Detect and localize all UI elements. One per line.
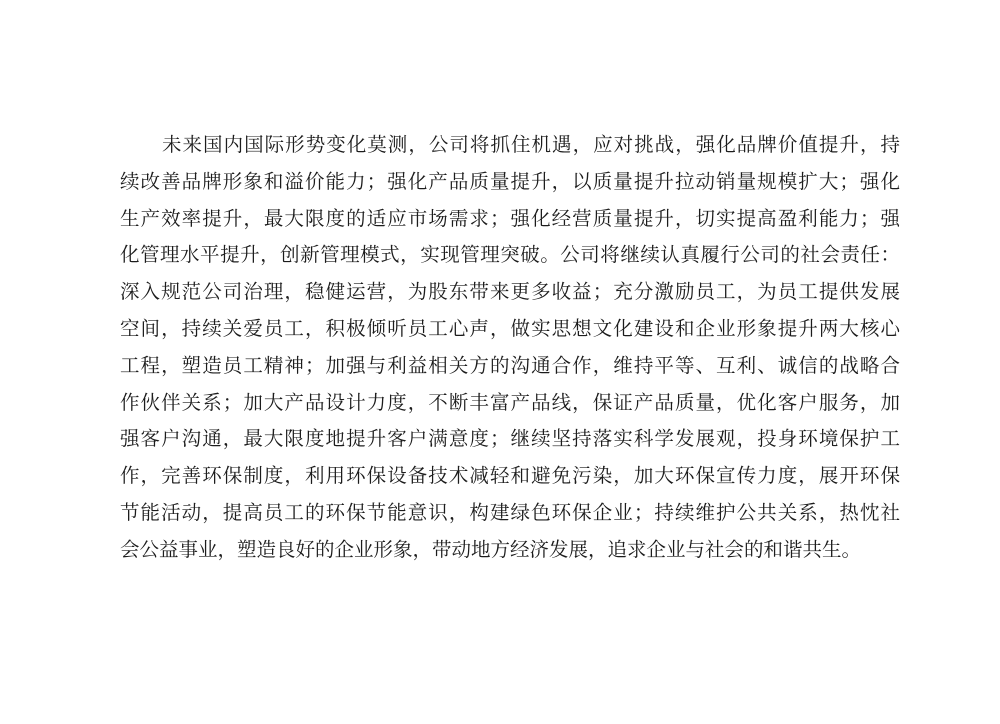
paragraph-line: 作，完善环保制度，利用环保设备技术减轻和避免污染，加大环保宣传力度，展开环保	[120, 464, 900, 488]
paragraph-line: 强客户沟通，最大限度地提升客户满意度；继续坚持落实科学发展观，投身环境保护工	[120, 427, 900, 451]
paragraph-line: 未来国内国际形势变化莫测，公司将抓住机遇，应对挑战，强化品牌价值提升，持	[162, 133, 900, 156]
paragraph-line: 会公益事业，塑造良好的企业形象，带动地方经济发展，追求企业与社会的和谐共生。	[120, 537, 862, 561]
paragraph-line: 工程，塑造员工精神；加强与利益相关方的沟通合作，维持平等、互利、诚信的战略合	[120, 353, 900, 377]
paragraph-line: 深入规范公司治理，稳健运营，为股东带来更多收益；充分激励员工，为员工提供发展	[120, 280, 900, 304]
body-paragraph	[120, 127, 900, 569]
paragraph-line: 续改善品牌形象和溢价能力；强化产品质量提升，以质量提升拉动销量规模扩大；强化	[120, 169, 900, 193]
paragraph-line: 节能活动，提高员工的环保节能意识，构建绿色环保企业；持续维护公共关系，热忱社	[120, 500, 900, 524]
paragraph-line: 化管理水平提升，创新管理模式，实现管理突破。公司将继续认真履行公司的社会责任：	[120, 243, 900, 267]
paragraph-line: 生产效率提升，最大限度的适应市场需求；强化经营质量提升，切实提高盈利能力；强	[120, 206, 900, 230]
paragraph-line: 作伙伴关系；加大产品设计力度，不断丰富产品线，保证产品质量，优化客户服务，加	[120, 390, 900, 414]
paragraph-line: 空间，持续关爱员工，积极倾听员工心声，做实思想文化建设和企业形象提升两大核心	[120, 316, 900, 340]
